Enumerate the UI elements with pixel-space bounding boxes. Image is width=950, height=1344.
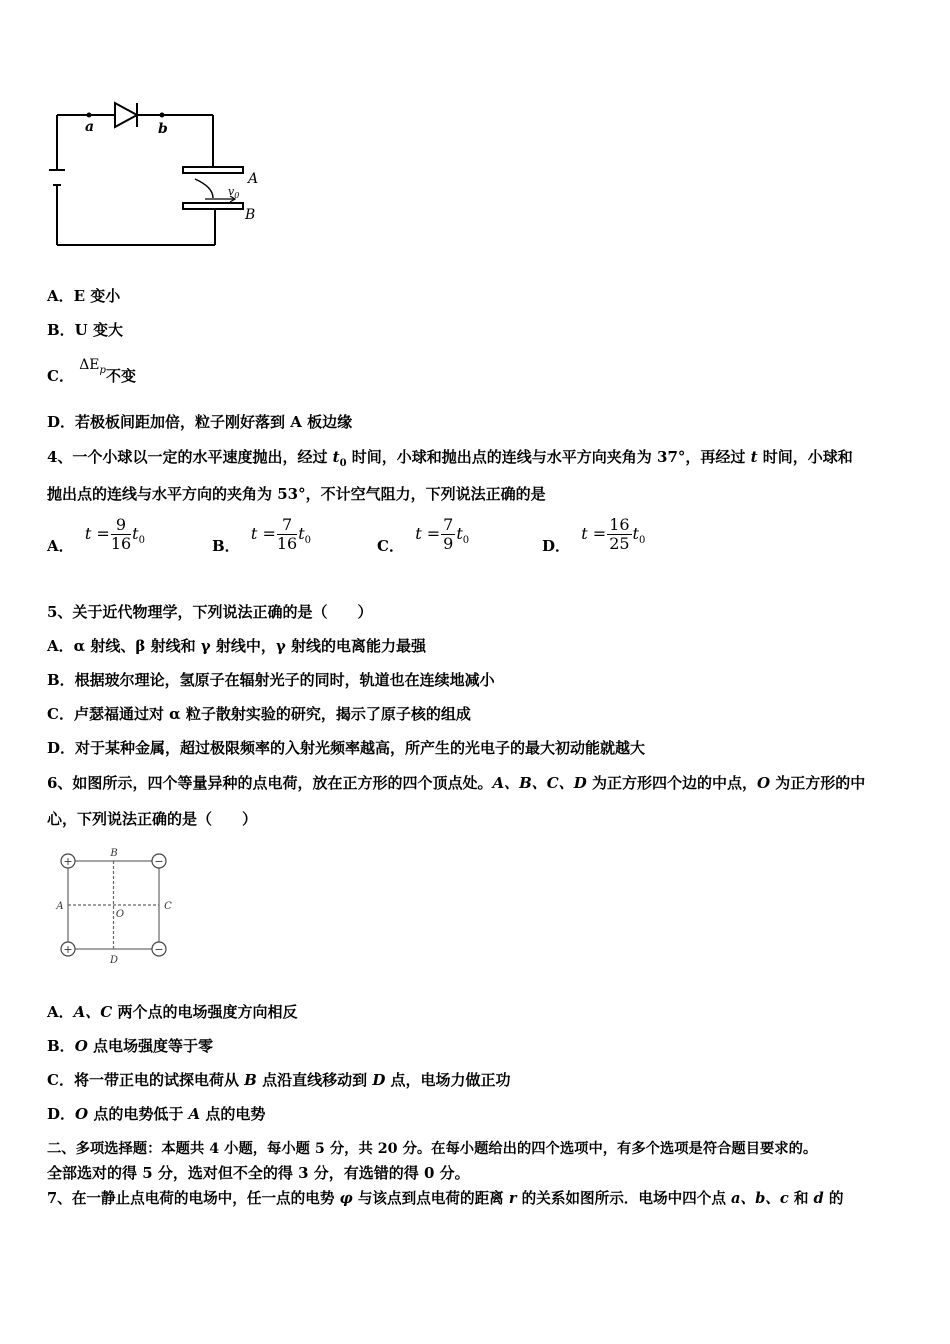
q6-stem-pts: A、B、C、D (492, 774, 587, 792)
q7-c: 的关系如图所示．电场中四个点 (516, 1190, 732, 1207)
q4-b-t0-sub: 0 (304, 535, 312, 547)
q6-option-a (47, 1002, 297, 1022)
q4-option-d (542, 515, 646, 565)
q6-d-rest: 点的电势 (200, 1105, 266, 1123)
section2-line1: 二、多项选择题：本题共 4 小题，每小题 5 分，共 20 分。在每小题给出的四个选项中，有多个选项是符合题目要求的。 (47, 1141, 818, 1157)
svg-text:v0 (228, 185, 239, 200)
q4-stem-1c: 时间，小球和 (757, 448, 853, 466)
q7-b: 与该点到点电荷的距离 (352, 1190, 509, 1207)
q4-b-den: 16 (276, 534, 298, 553)
q3-option-a: A．E 变小 (47, 287, 121, 305)
q5-option-d: D．对于某种金属，超过极限频率的入射光频率越高，所产生的光电子的最大初动能就越大 (47, 739, 646, 757)
q6-stem-1c: 为正方形的中 (770, 774, 866, 792)
q4-option-c-label: C． (377, 537, 404, 555)
q5-stem: 5、关于近代物理学，下列说法正确的是（ ） (47, 603, 373, 621)
q5-option-b: B．根据玻尔理论，氢原子在辐射光子的同时，轨道也在连续地减小 (47, 671, 495, 689)
label-b: b (158, 121, 168, 137)
q4-option-b-label: B． (212, 537, 240, 555)
q6-c-it1: B (244, 1071, 257, 1089)
q6-c-mid: 点沿直线移动到 (256, 1071, 373, 1089)
q4-option-c (377, 515, 470, 565)
q6-option-b (47, 1036, 213, 1056)
charge-square-diagram (52, 845, 177, 967)
q4-stem-line2: 抛出点的连线与水平方向的夹角为 53°，不计空气阻力，下列说法正确的是 (47, 485, 546, 503)
q7-a: 7、在一静止点电荷的电场中，任一点的电势 (47, 1190, 340, 1207)
q7-e: 的 (823, 1190, 844, 1207)
q4-a-var: t (84, 524, 92, 543)
q4-b-t0: t (298, 524, 305, 543)
q6-d-label: D． (47, 1105, 76, 1123)
delta-ep-sub: p (99, 364, 106, 376)
q4-stem-1b: 时间，小球和抛出点的连线与水平方向夹角为 37°，再经过 (346, 448, 751, 466)
q4-t0: t (332, 448, 340, 466)
q4-c-num: 7 (443, 515, 454, 534)
q5-option-c: C．卢瑟福通过对 α 粒子散射实验的研究，揭示了原子核的组成 (47, 705, 471, 723)
label-a: a (85, 119, 95, 135)
q6-stem-1a: 6、如图所示，四个等量异种的点电荷，放在正方形的四个顶点处。 (47, 774, 493, 792)
q3-option-d: D．若极板间距加倍，粒子刚好落到 A 板边缘 (47, 413, 353, 431)
q7-d: d (813, 1190, 824, 1207)
q4-stem-line1 (47, 447, 853, 474)
q4-d-var: t (581, 524, 588, 543)
charge-minus-br: − (154, 943, 164, 956)
q4-option-a-label: A． (47, 537, 74, 555)
q6-c-it2: D (372, 1071, 386, 1089)
label-v0-sub: 0 (234, 191, 240, 200)
q4-b-num: 7 (277, 516, 297, 535)
q6-stem-line1 (47, 773, 865, 793)
q7-pts: a、b、c (731, 1190, 789, 1207)
q4-a-t0: t (132, 524, 139, 543)
point-B-label: B (110, 848, 118, 859)
q7-r: r (508, 1190, 517, 1207)
q4-d-eq: = (587, 524, 607, 543)
q4-a-t0-sub: 0 (138, 535, 145, 547)
q4-a-den: 16 (110, 534, 132, 553)
point-A-label: A (56, 901, 64, 912)
q7-stem-line1 (47, 1189, 843, 1209)
q4-d-den: 25 (609, 534, 630, 553)
q3-option-c-label: C． (47, 367, 74, 385)
q4-d-t0-sub: 0 (638, 535, 646, 547)
q4-c-den: 9 (443, 534, 454, 553)
q4-b-eq: = (257, 524, 276, 543)
section2-line2: 全部选对的得 5 分，选对但不全的得 3 分，有选错的得 0 分。 (47, 1164, 470, 1182)
label-v0: v (228, 185, 235, 198)
q4-c-var: t (415, 524, 422, 543)
circuit-diagram (45, 95, 275, 255)
q4-option-b (212, 515, 312, 565)
q6-c-label: C．将一带正电的试探电荷从 (47, 1071, 245, 1089)
point-C-label: C (164, 901, 172, 912)
q4-d-num: 16 (609, 515, 630, 534)
q6-stem-O: O (756, 774, 771, 792)
q4-options-row (47, 515, 927, 566)
label-plate-A: A (248, 171, 259, 187)
q4-c-t0-sub: 0 (462, 535, 470, 547)
q6-b-label: B． (47, 1037, 75, 1055)
q6-c-rest: 点，电场力做正功 (385, 1071, 511, 1089)
q4-a-num: 9 (111, 516, 131, 535)
q3-option-c-rest: 不变 (105, 367, 136, 385)
q6-option-c (47, 1070, 511, 1090)
q6-d-it2: A (188, 1105, 201, 1123)
q4-d-t0: t (632, 524, 639, 543)
q4-b-var: t (250, 524, 258, 543)
q4-t0-sub: 0 (339, 458, 347, 469)
q4-c-eq: = (421, 524, 441, 543)
q6-a-label: A． (47, 1003, 74, 1021)
q5-option-a: A．α 射线、β 射线和 γ 射线中，γ 射线的电离能力最强 (47, 637, 427, 655)
q6-d-it1: O (75, 1105, 89, 1123)
delta-ep: ΔE (79, 357, 100, 373)
q3-option-b: B．U 变大 (47, 321, 123, 339)
q4-option-a (47, 515, 145, 565)
q6-b-it: O (74, 1037, 88, 1055)
q4-a-eq: = (91, 524, 110, 543)
q6-d-mid: 点的电势低于 (88, 1105, 189, 1123)
q6-stem-line2: 心，下列说法正确的是（ ） (47, 810, 258, 828)
q4-t: t (750, 448, 758, 466)
q6-a-rest: 两个点的电场强度方向相反 (112, 1003, 298, 1021)
q4-c-t0: t (456, 524, 463, 543)
q7-and: 和 (788, 1190, 814, 1207)
label-plate-B: B (245, 207, 256, 223)
q4-stem-1a: 4、一个小球以一定的水平速度抛出，经过 (47, 448, 333, 466)
charge-plus-tl: + (63, 855, 73, 868)
q6-stem-1b: 为正方形四个边的中点， (586, 774, 757, 792)
charge-minus-tr: − (154, 855, 164, 868)
q4-option-d-label: D． (542, 537, 571, 555)
q6-b-rest: 点电场强度等于零 (87, 1037, 213, 1055)
point-D-label: D (109, 955, 119, 966)
q7-phi: φ (339, 1190, 353, 1207)
q6-option-d (47, 1104, 265, 1124)
point-O-label: O (115, 909, 125, 920)
charge-plus-bl: + (63, 943, 73, 956)
q6-a-it: A、C (73, 1003, 113, 1021)
